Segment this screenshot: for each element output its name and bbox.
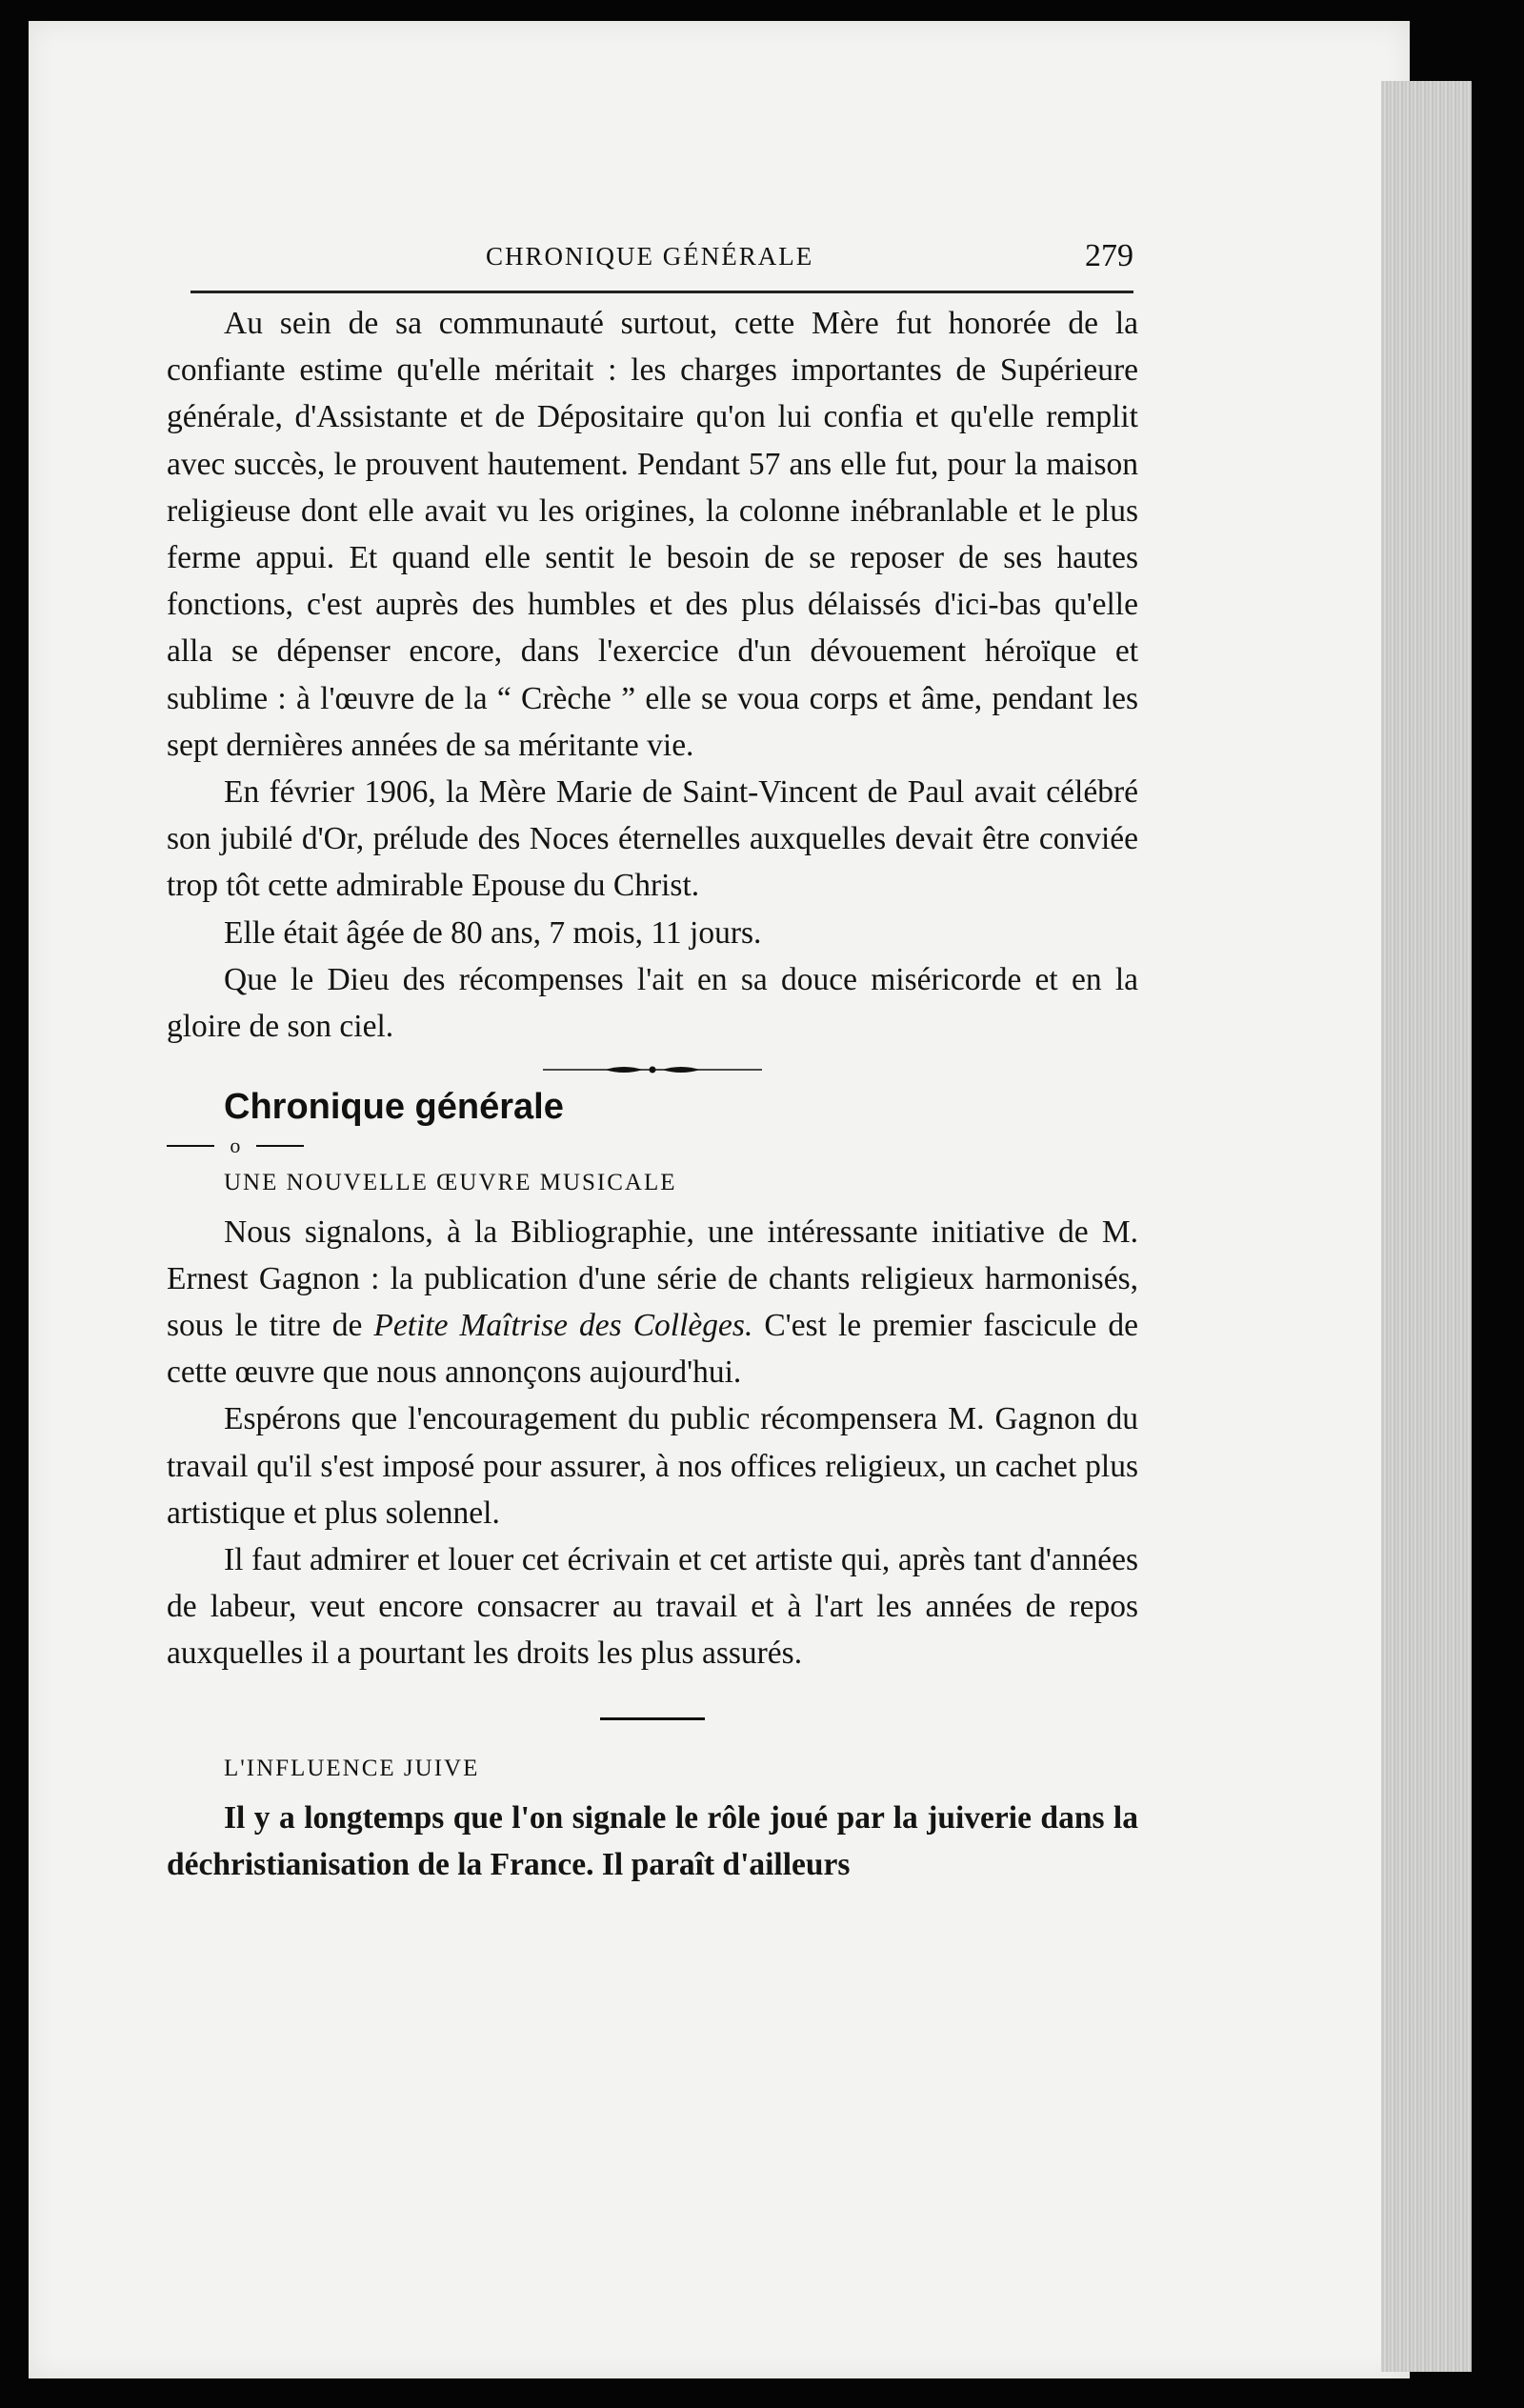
small-separator: o (167, 1132, 1138, 1156)
running-head (190, 238, 1143, 286)
paragraph: Il faut admirer et louer cet écrivain et cet artiste qui, après tant d'années de labeur, veut encore consacrer au travail et à l'art les années de repos auxquelles il a pourtant les droits les plus assurés. (167, 1541, 1138, 1672)
paragraph: Au sein de sa communauté surtout, cette Mère fut honorée de la confiante estime qu'elle méritait : les charges importantes de Supérieure générale, d'Assistante et de Dépositaire qu'on lui confia et qu'elle remplit avec succès, le prouvent hautement. Pendant 57 ans elle fut, pour la maison religieuse dont elle avait vu les origines, la colonne inébranlable et le plus ferme appui. Et quand elle sentit le besoin de se reposer de ses hautes fonctions, c'est auprès des humbles et des plus délaissés d'ici-bas qu'elle alla se dépenser encore, dans l'exercice d'un dévouement héroïque et sublime : à l'œuvre de la “ Crèche ” elle se voua corps et âme, pendant les sept dernières années de sa méritante vie. (167, 306, 1138, 763)
subsection-heading: L'INFLUENCE JUIVE (224, 1755, 480, 1781)
paragraph: Espérons que l'encouragement du public récompensera M. Gagnon du travail qu'il s'est imposé pour assurer, à nos offices religieux, un cachet plus artistique et plus solennel. (167, 1401, 1138, 1531)
page-stack-edges (1381, 81, 1472, 2372)
paragraph: Que le Dieu des récompenses l'ait en sa douce miséricorde et en la gloire de son ciel. (167, 961, 1138, 1045)
section-rule (600, 1717, 705, 1720)
section-title: Chronique générale (224, 1087, 564, 1128)
paragraph: En février 1906, la Mère Marie de Saint-Vincent de Paul avait célébré son jubilé d'Or, prélude des Noces éternelles auxquelles devait être conviée trop tôt cette admirable Epouse du Christ. (167, 774, 1138, 904)
running-title: CHRONIQUE GÉNÉRALE (486, 242, 814, 271)
paragraph: Elle était âgée de 80 ans, 7 mois, 11 jours. (224, 914, 762, 951)
ornament-divider (543, 1063, 762, 1076)
subsection-heading: UNE NOUVELLE ŒUVRE MUSICALE (224, 1169, 677, 1195)
paragraph: Nous signalons, à la Bibliographie, une intéressante initiative de M. Ernest Gagnon : la publication d'une série de chants religieux harmonisés, sous le titre de Petite Maîtrise des Collèges. C'est le premier fascicule de cette œuvre que nous annonçons aujourd'hui. (167, 1214, 1138, 1391)
page-number: 279 (1085, 238, 1133, 273)
header-rule (190, 291, 1133, 293)
paragraph: Il y a longtemps que l'on signale le rôle joué par la juiverie dans la déchristianisation de la France. Il paraît d'ailleurs (167, 1799, 1138, 1882)
body-text (167, 300, 1138, 1888)
